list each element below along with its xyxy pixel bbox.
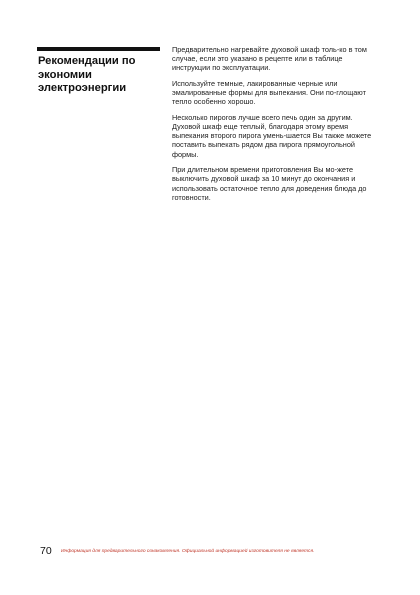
body-text bbox=[172, 45, 381, 208]
footer-disclaimer: Информация для предварительного ознакомления. Официальной информацией изготовителя не является. bbox=[61, 549, 315, 554]
sidebar-rule bbox=[37, 47, 160, 51]
paragraph-residual-heat: При длительном времени приготовления Вы мо-жете выключить духовой шкаф за 10 минут до окончания и использовать остаточное тепло для доведения блюда до готовности. bbox=[172, 165, 367, 202]
paragraph-dark-forms: Используйте темные, лакированные черные или эмалированные формы для выпекания. Они по-глощают тепло особенно хорошо. bbox=[172, 78, 366, 107]
section-heading: Рекомендации по экономии электроэнергии bbox=[38, 55, 136, 95]
page-number: 70 bbox=[40, 545, 52, 557]
paragraph-consecutive-baking: Несколько пирогов лучше всего печь один за другим. Духовой шкаф еще теплый, благодаря этому время выпекания второго пирога умень-шается Вы также можете поставить выпекать рядом два пирога прямоугольной формы. bbox=[172, 112, 372, 159]
paragraph-preheat: Предварительно нагревайте духовой шкаф толь-ко в том случае, если это указано в рецепте или в таблице инструкции по эксплуатации. bbox=[172, 45, 367, 73]
